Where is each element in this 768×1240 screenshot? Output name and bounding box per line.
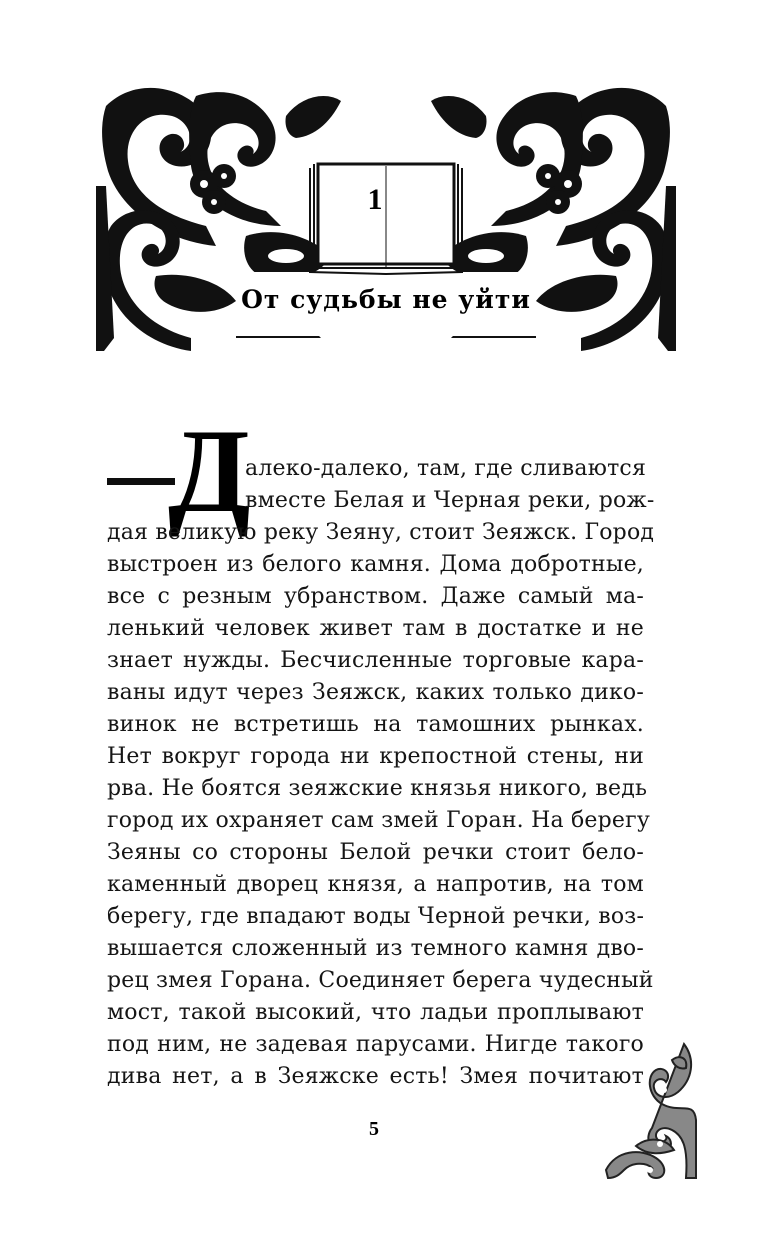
text-line: алеко-далеко, там, где сливаются	[245, 456, 647, 481]
text-line: ваны идут через Зеяжск, каких только дико-	[107, 680, 644, 705]
text-line: вместе Белая и Черная реки, рож-	[245, 488, 655, 513]
text-line: каменный дворец князя, а напротив, на том	[107, 872, 644, 897]
text-line: Зеяны со стороны Белой речки стоит бело-	[107, 840, 644, 865]
text-line: ленький человек живет там в достатке и не	[107, 616, 644, 641]
text-line: выстроен из белого камня. Дома добротные,	[107, 552, 644, 577]
book-frame-icon	[310, 164, 462, 274]
text-line: Нет вокруг города ни крепостной стены, ни	[107, 744, 644, 769]
text-line: берегу, где впадают воды Черной речки, воз-	[107, 904, 645, 929]
page-number: 5	[369, 1118, 379, 1140]
chapter-title: От судьбы не уйти	[241, 285, 531, 314]
text-line: рва. Не боятся зеяжские князья никого, ведь	[107, 776, 648, 801]
text-line: вышается сложенный из темного камня дво-	[107, 936, 644, 961]
text-line: под ним, не задевая парусами. Нигде такого	[107, 1032, 644, 1057]
dialogue-dash	[107, 478, 175, 485]
text-line: рец змея Горана. Соединяет берега чудесный	[107, 968, 654, 993]
text-line: винок не встретишь на тамошних рынках.	[107, 712, 644, 737]
text-line: город их охраняет сам змей Горан. На берегу	[107, 808, 651, 833]
text-line: дива нет, а в Зеяжске есть! Змея почитают	[107, 1064, 644, 1089]
text-line: мост, такой высокий, что ладьи проплывают	[107, 1000, 644, 1025]
text-line: знает нужды. Бесчисленные торговые кара-	[107, 648, 644, 673]
corner-flourish-icon	[596, 1040, 700, 1182]
drop-cap: Д	[168, 404, 251, 537]
text-line: дая великую реку Зеяну, стоит Зеяжск. Город	[107, 520, 655, 545]
chapter-ornament	[96, 76, 676, 358]
text-line: все с резным убранством. Даже самый ма-	[107, 584, 644, 609]
chapter-number: 1	[367, 183, 383, 216]
